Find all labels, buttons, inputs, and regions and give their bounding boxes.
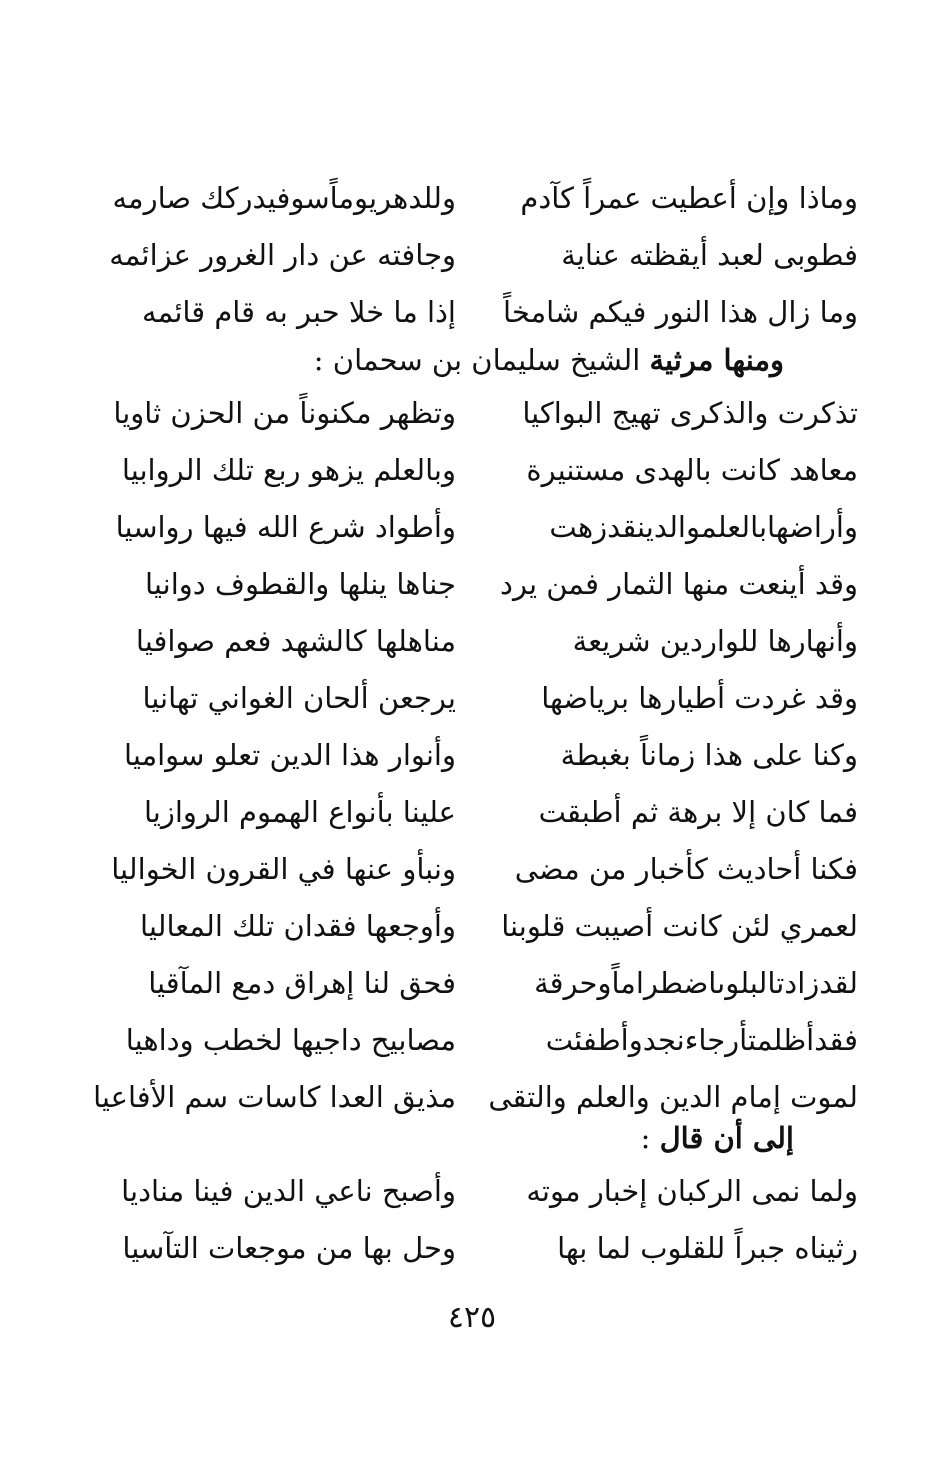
verse-second-hemistich: علينا بأنواع الهموم الروازيا xyxy=(143,795,456,829)
verse-first-hemistich: وماذا وإن أعطيت عمراً كآدم xyxy=(520,181,858,215)
section-heading-text: الشيخ سليمان بن سحمان : xyxy=(313,343,650,377)
verse-first-hemistich: تذكرت والذكرى تهيج البواكيا xyxy=(522,396,858,430)
verse-line xyxy=(0,898,944,955)
section-heading xyxy=(641,1110,794,1167)
verse-first-hemistich: لموت إمام الدين والعلم والتقى xyxy=(488,1080,858,1114)
verse-line xyxy=(0,841,944,898)
verse-first-hemistich: لقدزادتالبلوىاضطراماًوحرقة xyxy=(534,966,858,1000)
verse-first-hemistich: وكنا على هذا زماناً بغبطة xyxy=(560,738,858,772)
verse-line xyxy=(0,499,944,556)
verse-first-hemistich: وأنهارها للواردين شريعة xyxy=(572,624,858,658)
verse-line xyxy=(0,955,944,1012)
poem-block-top xyxy=(0,170,944,341)
verse-second-hemistich: مناهلها كالشهد فعم صوافيا xyxy=(135,624,456,658)
section-heading xyxy=(314,332,784,389)
poem-block-middle xyxy=(0,385,944,1126)
verse-second-hemistich: وأنوار هذا الدين تعلو سواميا xyxy=(124,738,456,772)
section-heading-text: : xyxy=(640,1121,660,1155)
verse-line xyxy=(0,727,944,784)
verse-line xyxy=(0,170,944,227)
section-heading-bold: ومنها مرثية xyxy=(649,343,784,377)
verse-second-hemistich: وتظهر مكنوناً من الحزن ثاويا xyxy=(113,396,456,430)
verse-second-hemistich: وأطواد شرع الله فيها رواسيا xyxy=(115,510,456,544)
verse-first-hemistich: وأراضهابالعلموالدينقدزهت xyxy=(549,510,858,544)
verse-line xyxy=(0,442,944,499)
verse-second-hemistich: يرجعن ألحان الغواني تهانيا xyxy=(142,681,456,715)
verse-second-hemistich: وجافته عن دار الغرور عزائمه xyxy=(109,238,456,272)
verse-first-hemistich: فقدأظلمتأرجاءنجدوأطفئت xyxy=(545,1023,858,1057)
page-number: ٤٢٥ xyxy=(447,1300,497,1335)
verse-second-hemistich: ونبأو عنها في القرون الخواليا xyxy=(111,852,456,886)
verse-line xyxy=(0,385,944,442)
verse-line xyxy=(0,613,944,670)
verse-line xyxy=(0,1069,944,1126)
verse-line xyxy=(0,556,944,613)
verse-second-hemistich: فحق لنا إهراق دمع المآقيا xyxy=(148,966,456,1000)
verse-first-hemistich: وقد أينعت منها الثمار فمن يرد xyxy=(500,567,858,601)
verse-first-hemistich: فكنا أحاديث كأخبار من مضى xyxy=(514,852,858,886)
verse-line xyxy=(0,1220,944,1277)
verse-second-hemistich: وللدهريوماًسوفيدركك صارمه xyxy=(112,181,456,215)
verse-second-hemistich: وحل بها من موجعات التآسيا xyxy=(122,1231,456,1265)
verse-line xyxy=(0,670,944,727)
verse-second-hemistich: وأوجعها فقدان تلك المعاليا xyxy=(140,909,456,943)
verse-line xyxy=(0,227,944,284)
section-heading-bold: إلى أن قال xyxy=(659,1121,794,1155)
verse-second-hemistich: وبالعلم يزهو ربع تلك الروابيا xyxy=(121,453,456,487)
verse-first-hemistich: فما كان إلا برهة ثم أطبقت xyxy=(538,795,858,829)
verse-first-hemistich: رثيناه جبراً للقلوب لما بها xyxy=(557,1231,858,1265)
verse-first-hemistich: فطوبى لعبد أيقظته عناية xyxy=(561,238,858,272)
verse-second-hemistich: إذا ما خلا حبر به قام قائمه xyxy=(142,295,456,329)
poem-block-bottom xyxy=(0,1163,944,1277)
verse-second-hemistich: جناها ينلها والقطوف دوانيا xyxy=(145,567,456,601)
verse-second-hemistich: وأصبح ناعي الدين فينا مناديا xyxy=(121,1174,456,1208)
verse-first-hemistich: وما زال هذا النور فيكم شامخاً xyxy=(503,295,858,329)
verse-first-hemistich: لعمري لئن كانت أصيبت قلوبنا xyxy=(501,909,858,943)
verse-line xyxy=(0,1012,944,1069)
verse-line xyxy=(0,1163,944,1220)
verse-second-hemistich: مصابيح داجيها لخطب وداهيا xyxy=(125,1023,456,1057)
verse-first-hemistich: معاهد كانت بالهدى مستنيرة xyxy=(526,453,858,487)
verse-first-hemistich: ولما نمى الركبان إخبار موته xyxy=(526,1174,858,1208)
verse-second-hemistich: مذيق العدا كاسات سم الأفاعيا xyxy=(93,1080,456,1114)
verse-first-hemistich: وقد غردت أطيارها برياضها xyxy=(541,681,858,715)
verse-line xyxy=(0,784,944,841)
